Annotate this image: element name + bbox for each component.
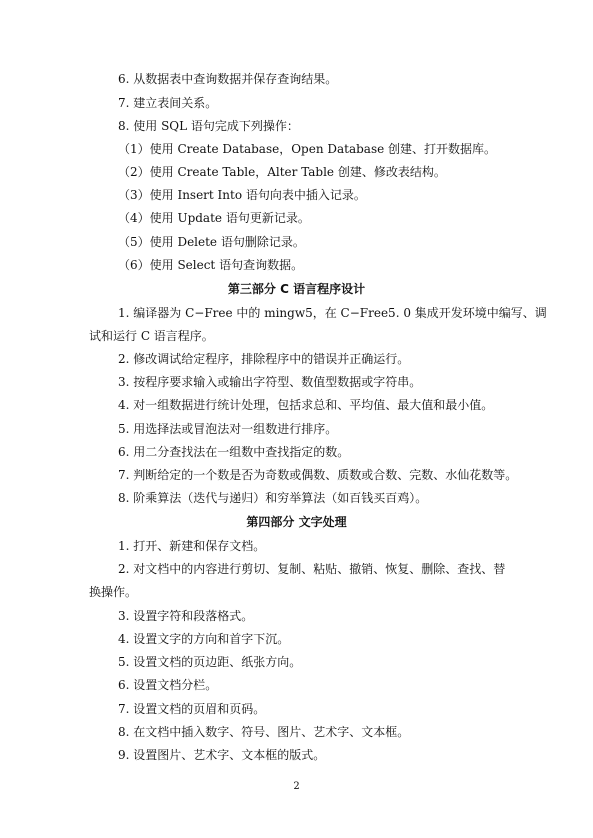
section4-item-4: 4. 设置文字的方向和首字下沉。 [118, 632, 290, 646]
section2-subitem-2: （2）使用 Create Table，Alter Table 创建、修改表结构。 [118, 165, 446, 179]
section4-item-2-line2: 换操作。 [89, 585, 138, 599]
section4-item-2-line1: 2. 对文档中的内容进行剪切、复制、粘贴、撤销、恢复、删除、查找、替 [118, 562, 506, 576]
section2-subitem-1: （1）使用 Create Database，Open Database 创建、打开数据库。 [118, 142, 497, 156]
section3-item-8: 8. 阶乘算法（迭代与递归）和穷举算法（如百钱买百鸡）。 [118, 491, 428, 505]
section3-item-2: 2. 修改调试给定程序，排除程序中的错误并正确运行。 [118, 352, 410, 366]
section3-heading: 第三部分 C 语言程序设计 [227, 282, 366, 296]
section2-item-6: 6. 从数据表中查询数据并保存查询结果。 [118, 72, 338, 86]
section2-subitem-4: （4）使用 Update 语句更新记录。 [118, 211, 310, 225]
section2-subitem-3: （3）使用 Insert Into 语句向表中插入记录。 [118, 188, 366, 202]
section3-item-1-line2: 试和运行 C 语言程序。 [89, 329, 214, 343]
section4-item-5: 5. 设置文档的页边距、纸张方向。 [118, 655, 302, 669]
section3-item-5: 5. 用选择法或冒泡法对一组数进行排序。 [118, 422, 338, 436]
section2-item-8: 8. 使用 SQL 语句完成下列操作： [118, 119, 299, 133]
section4-item-6: 6. 设置文档分栏。 [118, 678, 218, 692]
section3-item-3: 3. 按程序要求输入或输出字符型、数值型数据或字符串。 [118, 375, 422, 389]
page-number: 2 [293, 781, 300, 792]
section2-item-7: 7. 建立表间关系。 [118, 96, 218, 110]
section4-item-9: 9. 设置图片、艺术字、文本框的版式。 [118, 748, 326, 762]
section4-item-8: 8. 在文档中插入数字、符号、图片、艺术字、文本框。 [118, 725, 410, 739]
section3-item-1-line1: 1. 编译器为 C−Free 中的 mingw5，在 C−Free5. 0 集成开发环境中编写、调 [118, 306, 547, 320]
section2-subitem-5: （5）使用 Delete 语句删除记录。 [118, 235, 305, 249]
section4-item-7: 7. 设置文档的页眉和页码。 [118, 702, 266, 716]
section2-subitem-6: （6）使用 Select 语句查询数据。 [118, 258, 304, 272]
section3-item-6: 6. 用二分查找法在一组数中查找指定的数。 [118, 445, 350, 459]
section4-heading: 第四部分 文字处理 [246, 515, 347, 529]
section3-item-4: 4. 对一组数据进行统计处理，包括求总和、平均值、最大值和最小值。 [118, 398, 494, 412]
section4-item-3: 3. 设置字符和段落格式。 [118, 609, 254, 623]
section3-item-7: 7. 判断给定的一个数是否为奇数或偶数、质数或合数、完数、水仙花数等。 [118, 468, 518, 482]
section4-item-1: 1. 打开、新建和保存文档。 [118, 539, 266, 553]
